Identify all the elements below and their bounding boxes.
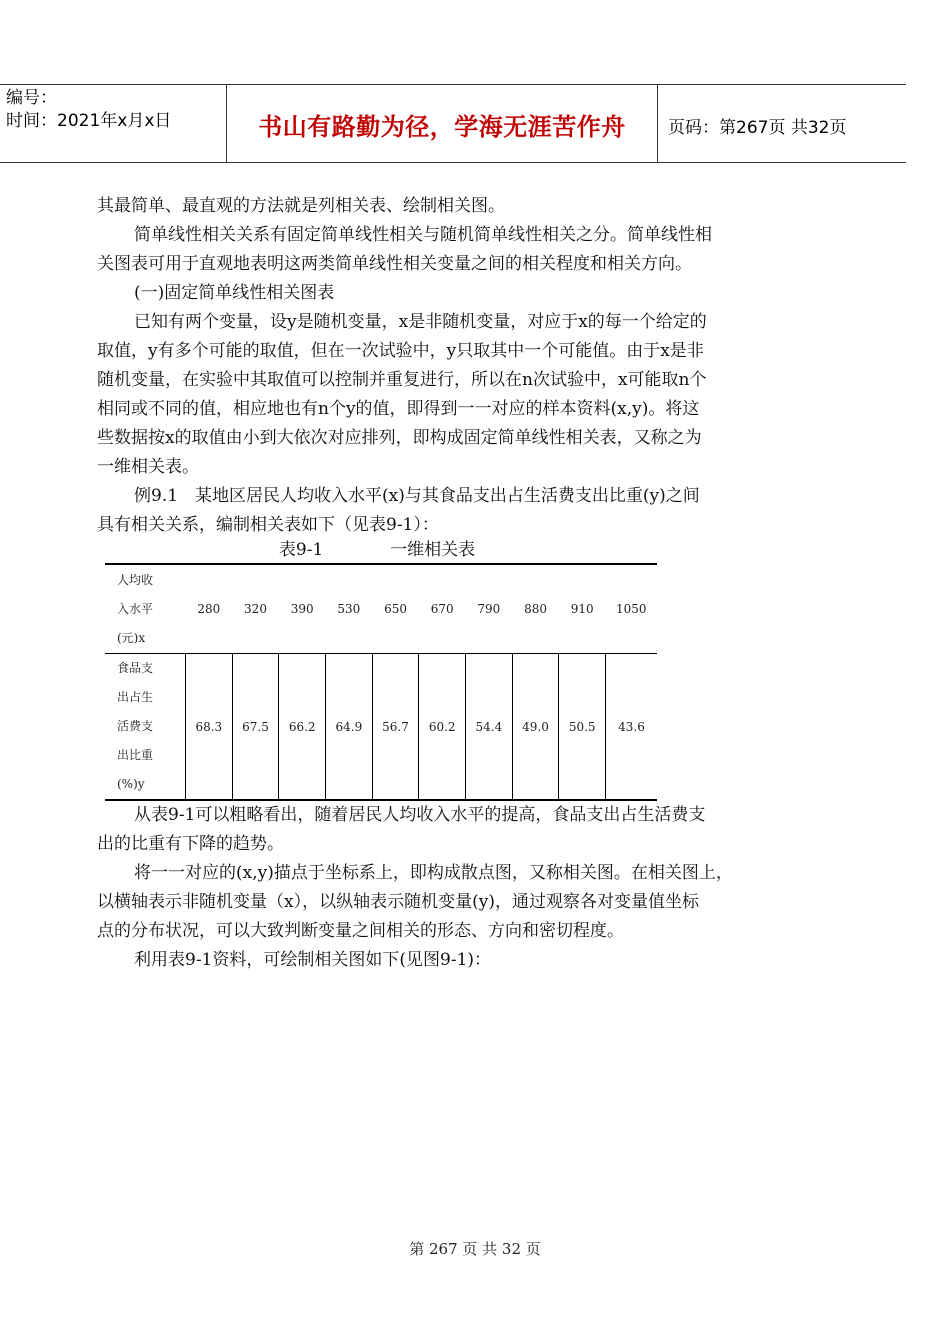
row-header [105,654,186,801]
table-cell: 68.3 [186,654,233,801]
paragraph-line: 从表9-1可以粗略看出，随着居民人均收入水平的提高，食品支出占生活费支 [134,805,706,825]
row-header [105,564,186,654]
table-cell: 54.4 [466,654,513,801]
table-cell: 910 [559,564,606,654]
table-cell: 56.7 [372,654,419,801]
table-cell: 650 [372,564,419,654]
table-cell: 60.2 [419,654,466,801]
table-cell: 67.5 [232,654,279,801]
table-cell: 320 [232,564,279,654]
paragraph-line: 以横轴表示非随机变量（x），以纵轴表示随机变量(y)，通过观察各对变量值坐标 [97,892,699,912]
table-cell: 1050 [606,564,657,654]
row-header-line: 出比重 [117,748,154,762]
row-header-line: 活费支 [117,719,154,733]
time-label: 时间：2021年x月x日 [6,111,172,131]
header-page-info: 页码：第267页 共32页 [668,118,847,138]
table-cell: 390 [279,564,326,654]
correlation-table [105,563,657,801]
header-motto: 书山有路勤为径，学海无涯苦作舟 [258,113,626,141]
table-cell: 64.9 [326,654,373,801]
table-caption [97,539,657,561]
table-cell: 530 [326,564,373,654]
table-row [105,564,657,654]
paragraph-line: 相同或不同的值，相应地也有n个y的值，即得到一一对应的样本资料(x,y)。将这 [97,399,700,419]
table-cell: 49.0 [512,654,559,801]
table-title: 一维相关表 [390,540,476,560]
paragraph-line: 出的比重有下降的趋势。 [97,834,284,854]
row-header-line: (%)y [117,777,145,791]
paragraph-line: 其最简单、最直观的方法就是列相关表、绘制相关图。 [97,196,505,216]
paragraph-line: 利用表9-1资料，可绘制相关图如下(见图9-1)： [134,950,492,970]
row-header-line: 出占生 [117,690,154,704]
paragraph-line: 关图表可用于直观地表明这两类简单线性相关变量之间的相关程度和相关方向。 [97,254,692,274]
paragraph-line: 具有相关关系，编制相关表如下（见表9-1）： [97,515,439,535]
table-cell: 670 [419,564,466,654]
table-cell: 880 [512,564,559,654]
header-meta [6,87,171,133]
table-cell: 43.6 [606,654,657,801]
page-footer: 第 267 页 共 32 页 [409,1240,541,1258]
page-header [0,84,906,163]
paragraph-line: 点的分布状况，可以大致判断变量之间相关的形态、方向和密切程度。 [97,921,624,941]
paragraph-line: 取值，y有多个可能的取值，但在一次试验中，y只取其中一个可能值。由于x是非 [97,341,704,361]
table-cell: 280 [186,564,233,654]
paragraph-line: 已知有两个变量，设y是随机变量，x是非随机变量，对应于x的每一个给定的 [134,312,707,332]
table-number: 表9-1 [278,540,324,560]
number-label: 编号： [6,88,57,108]
row-header-line: 食品支 [117,661,154,675]
row-header-line: 入水平 [117,601,154,616]
table-cell: 66.2 [279,654,326,801]
paragraph-line: 一维相关表。 [97,457,199,477]
table-row [105,654,657,801]
paragraph-line: 将一一对应的(x,y)描点于坐标系上，即构成散点图，又称相关图。在相关图上， [134,863,733,883]
paragraph-line: 例9.1 某地区居民人均收入水平(x)与其食品支出占生活费支出比重(y)之间 [134,486,700,506]
header-divider [657,85,658,162]
row-header-line: 人均收 [117,572,154,587]
row-header-line: (元)x [117,630,146,645]
paragraph-line: 简单线性相关关系有固定简单线性相关与随机简单线性相关之分。简单线性相 [134,225,712,245]
paragraph-line: 些数据按x的取值由小到大依次对应排列，即构成固定简单线性相关表，又称之为 [97,428,702,448]
table-cell: 50.5 [559,654,606,801]
paragraph-line: 随机变量，在实验中其取值可以控制并重复进行，所以在n次试验中，x可能取n个 [97,370,707,390]
section-heading: (一)固定简单线性相关图表 [134,283,335,303]
table-cell: 790 [466,564,513,654]
